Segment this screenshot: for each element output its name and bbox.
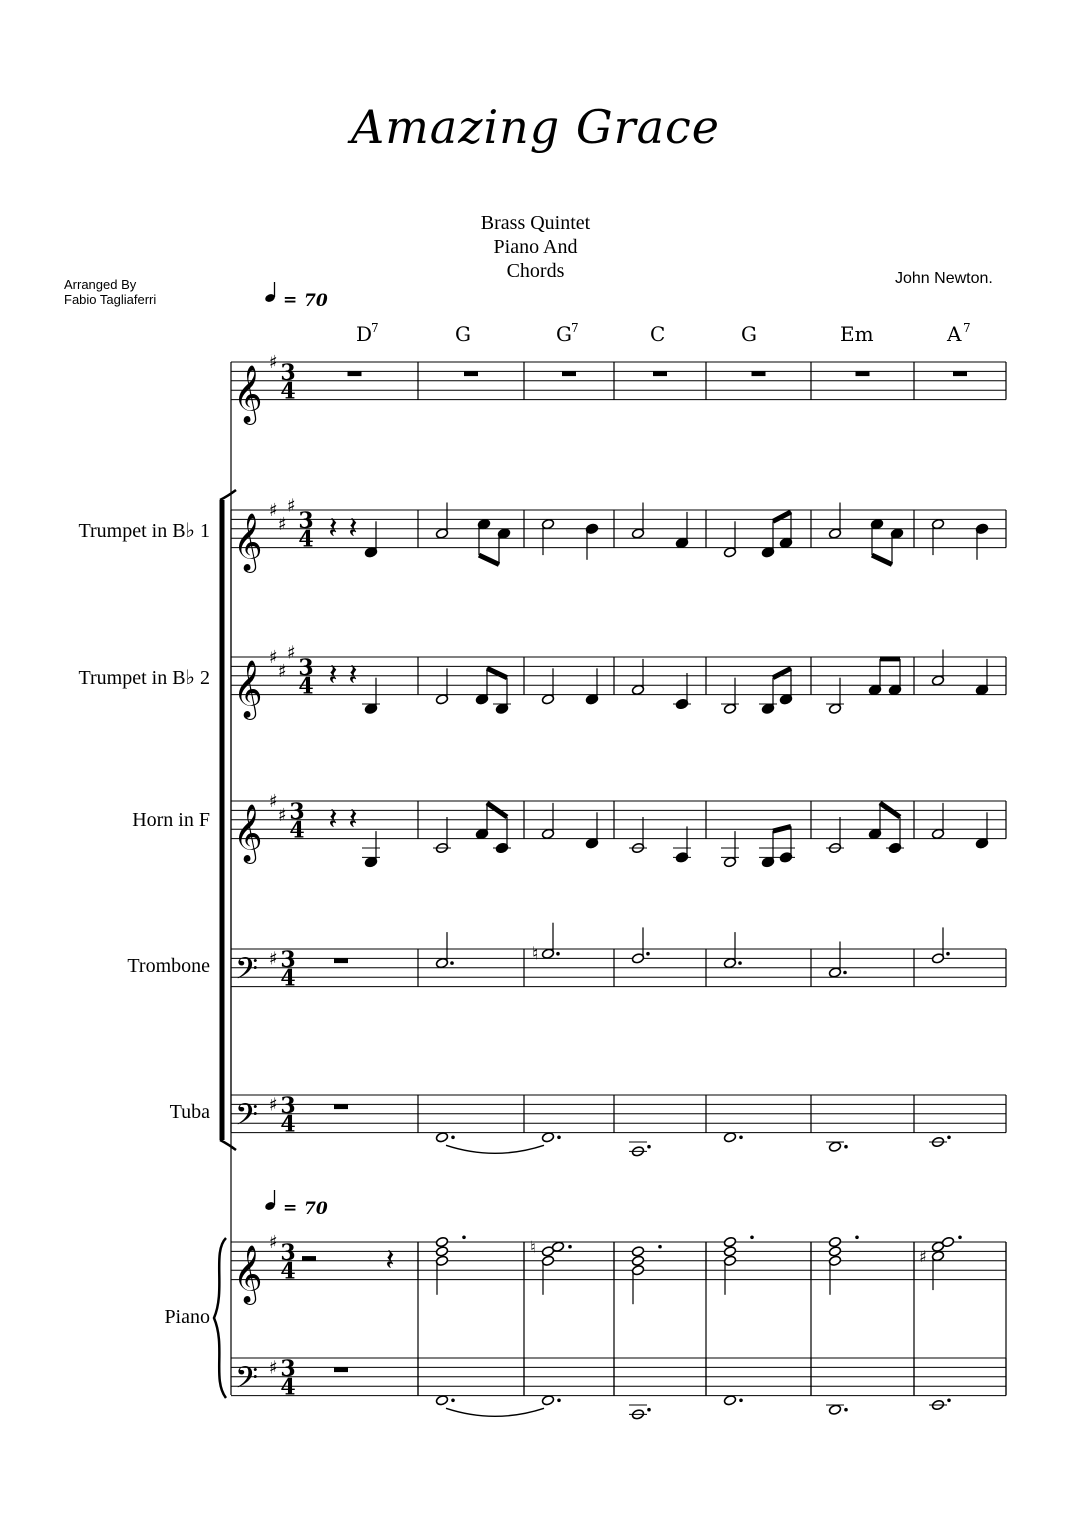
note-head: [435, 1132, 448, 1143]
dot: [450, 961, 454, 965]
time-signature-bottom: 4: [280, 1374, 296, 1401]
beam: [773, 826, 791, 831]
horn-staff: [231, 791, 1006, 865]
q-note: [675, 512, 688, 549]
tie: [446, 1145, 544, 1153]
sharp-sign: ♯: [919, 1247, 927, 1267]
chord-note-head: [435, 1236, 448, 1247]
w-note: [826, 1404, 844, 1415]
e-note: [759, 678, 777, 715]
h-note: [721, 678, 739, 715]
beam: [479, 555, 499, 564]
chord-symbol-3: [556, 321, 579, 346]
h-note: [828, 503, 841, 540]
chord-symbol-1: [356, 321, 379, 346]
e-note: [868, 659, 881, 696]
h-note: [721, 831, 739, 868]
h-note: [826, 817, 844, 854]
note-head: [541, 1132, 554, 1143]
key-signature-sharp: ♯: [269, 1232, 278, 1253]
chord-staff: [231, 352, 1006, 426]
time-signature-top: 3: [280, 1092, 296, 1119]
chord-note-head: [631, 1255, 644, 1266]
w-note: [629, 1142, 647, 1157]
e-note: [493, 678, 511, 715]
note-head: [828, 1404, 841, 1415]
chord-name: G: [741, 322, 757, 346]
measure-rest: [653, 371, 667, 376]
h-note: [541, 668, 554, 705]
hd-note: [541, 923, 559, 960]
half-rest: [302, 1256, 316, 1261]
trumpet-2-staff: [231, 642, 1006, 720]
dot: [843, 971, 847, 975]
dot: [844, 1408, 848, 1412]
score-title: Amazing Grace: [350, 100, 721, 154]
key-signature-sharp: ♯: [287, 642, 296, 664]
bracket-bottom-hook: [220, 1140, 236, 1150]
dot: [855, 1236, 859, 1240]
chord-symbol-4: [650, 322, 665, 346]
w-note: [723, 1395, 736, 1406]
quarter-rest: 𝄽: [348, 802, 358, 838]
tempo-equals: =: [283, 290, 298, 310]
q-note: [673, 673, 691, 710]
time-signature-bottom: 4: [280, 1258, 296, 1285]
chord-name: G: [455, 322, 471, 346]
piano-brace: [214, 1238, 226, 1398]
subtitle-line-2: Piano And: [493, 236, 578, 258]
note-head: [541, 1395, 554, 1406]
time-signature-top: 3: [280, 1239, 296, 1266]
key-signature-sharp: ♯: [269, 500, 278, 521]
time-signature-top: 3: [298, 654, 314, 681]
dot: [750, 1236, 754, 1240]
piano-treble-staff: [231, 1232, 1006, 1306]
measure-rest: [856, 371, 870, 376]
h-note: [541, 518, 554, 555]
key-signature-sharp: ♯: [278, 805, 287, 827]
chord-note-head: [551, 1241, 564, 1252]
e-note: [475, 668, 488, 705]
q-note: [364, 521, 377, 558]
quarter-rest: 𝄽: [348, 511, 358, 547]
time-signature-top: 3: [280, 359, 296, 386]
measure-rest: [334, 1367, 348, 1372]
instrument-label-trumpet-2: Trumpet in B♭ 2: [78, 667, 210, 689]
h-note: [629, 817, 647, 854]
h-note: [723, 521, 736, 558]
w-note: [435, 1132, 448, 1143]
chord-note-head: [828, 1236, 841, 1247]
dot: [557, 1399, 561, 1403]
arranger-label: Arranged By: [64, 277, 137, 292]
h-note: [931, 803, 944, 840]
w-note: [826, 1141, 844, 1152]
treble-clef-icon: 𝄞: [233, 1244, 263, 1303]
q-note: [585, 523, 598, 560]
trombone-staff: [231, 947, 1006, 994]
h-note: [435, 668, 448, 705]
measure-rest: [348, 371, 362, 376]
h-note: [541, 803, 554, 840]
time-signature-bottom: 4: [289, 817, 305, 844]
chord-note-head: [723, 1246, 736, 1257]
q-note: [362, 831, 380, 868]
measure-rest: [464, 371, 478, 376]
key-signature-sharp: ♯: [278, 661, 287, 683]
quarter-rest: 𝄽: [328, 802, 338, 838]
w-note: [929, 1399, 947, 1410]
measure-rest: [334, 958, 348, 963]
e-note: [888, 659, 901, 696]
e-note: [475, 803, 488, 840]
note-head: [723, 1132, 736, 1143]
h-note: [826, 678, 844, 715]
dot: [844, 1145, 848, 1149]
treble-clef-icon: 𝄞: [233, 659, 263, 718]
key-signature-sharp: ♯: [269, 647, 278, 668]
dot: [647, 1408, 651, 1412]
key-signature-sharp: ♯: [269, 1357, 278, 1379]
instrument-label-trombone: Trombone: [127, 955, 210, 977]
piano-bass-staff: [231, 1356, 1006, 1403]
notation-text-layer: [264, 282, 971, 1219]
dot: [451, 1399, 455, 1403]
time-signature-bottom: 4: [280, 1111, 296, 1138]
measure-rest: [752, 371, 766, 376]
dot: [647, 1145, 651, 1149]
h-note: [631, 503, 644, 540]
hd-note: [435, 932, 453, 969]
dot: [658, 1245, 662, 1249]
bracket-top-hook: [220, 490, 236, 500]
chord-name: G: [556, 322, 572, 346]
q-note: [673, 826, 691, 863]
q-note: [975, 523, 988, 560]
q-note: [585, 668, 598, 705]
e-note: [759, 831, 777, 868]
dot: [946, 952, 950, 956]
bass-clef-icon: 𝄢: [235, 952, 259, 994]
chord-symbol-7: [946, 321, 971, 346]
dot: [557, 1136, 561, 1140]
chord-name: Em: [840, 322, 874, 346]
tempo-marking: [264, 282, 328, 311]
h-note: [433, 817, 451, 854]
key-signature-sharp: ♯: [278, 514, 287, 536]
tie: [446, 1408, 544, 1416]
dot: [646, 952, 650, 956]
q-note: [585, 812, 598, 849]
h-note: [631, 659, 644, 696]
instrument-label-trumpet-1: Trumpet in B♭ 1: [78, 520, 210, 542]
piano-tempo-marking: [264, 1190, 328, 1219]
natural-sign: ♮: [532, 943, 539, 965]
w-note: [435, 1395, 448, 1406]
chord-note-head: [631, 1246, 644, 1257]
composer-name: John Newton.: [895, 270, 993, 287]
dot: [451, 1136, 455, 1140]
instrument-label-tuba: Tuba: [169, 1101, 210, 1123]
subtitle-line-3: Chords: [506, 260, 565, 282]
hd-note: [828, 942, 846, 979]
e-note: [890, 528, 903, 565]
treble-clef-icon: 𝄞: [233, 803, 263, 862]
time-signature-top: 3: [289, 798, 305, 825]
quarter-rest: 𝄽: [348, 658, 358, 694]
note-head: [435, 1395, 448, 1406]
note-head: [828, 1141, 841, 1152]
dot: [462, 1236, 466, 1240]
chord-symbol-5: [741, 322, 757, 346]
chord-note-head: [941, 1236, 954, 1247]
time-signature-bottom: 4: [280, 378, 296, 405]
dot: [947, 1399, 951, 1403]
measure-rest: [562, 371, 576, 376]
piano-tempo-bpm: 70: [304, 1199, 328, 1219]
subtitle-line-1: Brass Quintet: [480, 212, 591, 234]
h-note: [931, 650, 944, 687]
e-note: [477, 518, 490, 555]
dot: [739, 1136, 743, 1140]
w-note: [629, 1405, 647, 1420]
measure-rest: [953, 371, 967, 376]
time-signature-bottom: 4: [298, 673, 314, 700]
measure-rest: [334, 1104, 348, 1109]
key-signature-sharp: ♯: [269, 791, 278, 812]
quarter-rest: 𝄽: [328, 658, 338, 694]
note-head: [723, 1395, 736, 1406]
instrument-label-horn: Horn in F: [132, 809, 210, 831]
chord-symbol-6: [840, 322, 874, 346]
hd-note: [723, 932, 741, 969]
arranger-name: Fabio Tagliaferri: [64, 292, 157, 307]
treble-clef-icon: 𝄞: [233, 512, 263, 571]
h-note: [435, 503, 448, 540]
time-signature-bottom: 4: [298, 526, 314, 553]
chord-superscript: 7: [571, 321, 579, 335]
w-note: [929, 1136, 947, 1147]
h-note: [931, 518, 944, 555]
dot: [947, 1136, 951, 1140]
key-signature-sharp: ♯: [269, 948, 278, 970]
q-note: [975, 812, 988, 849]
chord-note-head: [828, 1246, 841, 1257]
natural-sign: ♮: [530, 1237, 536, 1257]
chord-superscript: 7: [963, 321, 971, 335]
w-note: [541, 1395, 554, 1406]
dot: [958, 1236, 962, 1240]
key-signature-sharp: ♯: [287, 495, 296, 517]
dot: [738, 961, 742, 965]
chord-note-head: [723, 1236, 736, 1247]
q-note: [362, 678, 380, 715]
chord-name: A: [947, 322, 962, 346]
w-note: [541, 1132, 554, 1143]
time-signature-top: 3: [280, 1355, 296, 1382]
quarter-rest: 𝄽: [328, 511, 338, 547]
bass-clef-icon: 𝄢: [235, 1098, 259, 1140]
time-signature-top: 3: [298, 507, 314, 534]
chord-symbol-2: [455, 322, 471, 346]
dot: [568, 1245, 572, 1249]
e-note: [497, 528, 510, 565]
piano-tempo-equals: =: [283, 1198, 298, 1218]
treble-clef-icon: 𝄞: [233, 364, 263, 423]
e-note: [868, 803, 881, 840]
bass-clef-icon: 𝄢: [235, 1361, 259, 1403]
quarter-rest: 𝄽: [385, 1243, 395, 1279]
notation-layer: [214, 352, 1006, 1420]
dot: [739, 1399, 743, 1403]
chord-superscript: 7: [371, 321, 379, 335]
q-note: [975, 659, 988, 696]
time-signature-bottom: 4: [280, 965, 296, 992]
beam: [872, 555, 892, 564]
time-signature-top: 3: [280, 946, 296, 973]
e-note: [493, 817, 511, 854]
key-signature-sharp: ♯: [269, 1094, 278, 1116]
e-note: [761, 521, 774, 558]
e-note: [886, 817, 904, 854]
key-signature-sharp: ♯: [269, 352, 278, 373]
chord-note-head: [435, 1246, 448, 1257]
tuba-staff: [231, 1093, 1006, 1140]
dot: [556, 952, 560, 956]
chord-name: D: [356, 322, 373, 346]
w-note: [723, 1132, 736, 1143]
chord-name: C: [650, 322, 666, 346]
instrument-label-piano: Piano: [164, 1306, 210, 1328]
e-note: [870, 518, 883, 555]
tempo-bpm: 70: [304, 291, 328, 311]
